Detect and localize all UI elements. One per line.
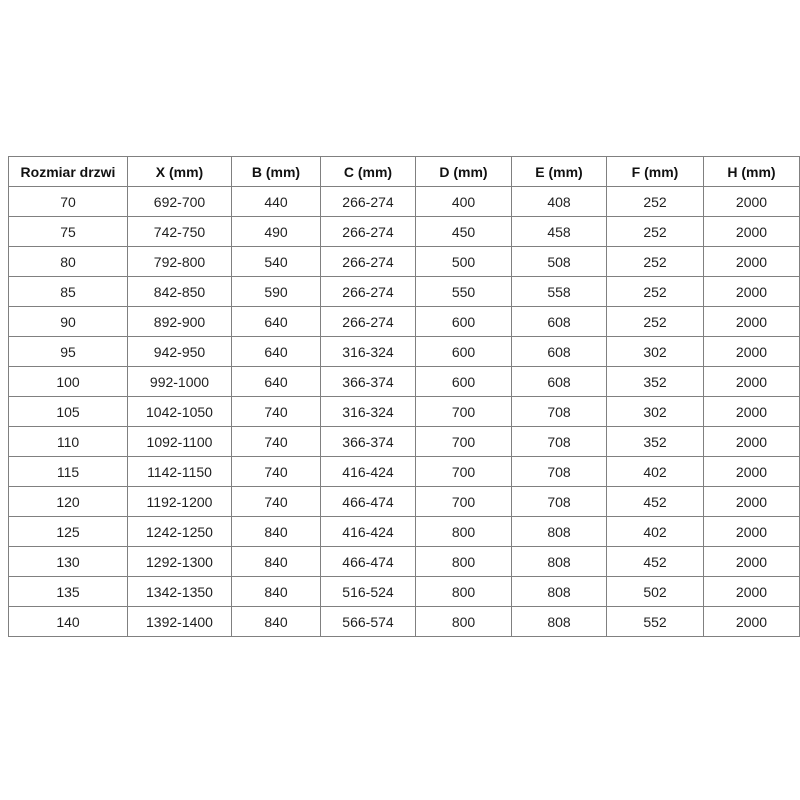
- table-row: [9, 457, 800, 487]
- table-body: [9, 187, 800, 637]
- dimension-cell: 808: [512, 607, 607, 637]
- dimension-cell: 400: [416, 187, 512, 217]
- dimension-cell: 466-474: [321, 487, 416, 517]
- dimension-cell: 1042-1050: [128, 397, 232, 427]
- dimension-cell: 1392-1400: [128, 607, 232, 637]
- dimension-cell: 2000: [704, 487, 800, 517]
- column-header: B (mm): [232, 157, 321, 187]
- dimension-cell: 600: [416, 367, 512, 397]
- table-row: [9, 307, 800, 337]
- dimension-cell: 2000: [704, 577, 800, 607]
- dimension-cell: 700: [416, 457, 512, 487]
- dimension-cell: 366-374: [321, 367, 416, 397]
- dimension-cell: 692-700: [128, 187, 232, 217]
- dimension-cell: 800: [416, 547, 512, 577]
- dimension-cell: 808: [512, 577, 607, 607]
- dimension-cell: 640: [232, 337, 321, 367]
- column-header: D (mm): [416, 157, 512, 187]
- table-row: [9, 607, 800, 637]
- dimension-cell: 840: [232, 577, 321, 607]
- table-row: [9, 277, 800, 307]
- column-header: Rozmiar drzwi: [9, 157, 128, 187]
- column-header: E (mm): [512, 157, 607, 187]
- dimension-cell: 416-424: [321, 517, 416, 547]
- dimension-cell: 566-574: [321, 607, 416, 637]
- dimension-cell: 942-950: [128, 337, 232, 367]
- column-header: X (mm): [128, 157, 232, 187]
- row-size-cell: 140: [9, 607, 128, 637]
- row-size-cell: 110: [9, 427, 128, 457]
- dimension-cell: 1192-1200: [128, 487, 232, 517]
- dimension-cell: 2000: [704, 217, 800, 247]
- dimension-cell: 302: [607, 397, 704, 427]
- row-size-cell: 80: [9, 247, 128, 277]
- table-row: [9, 397, 800, 427]
- column-header: C (mm): [321, 157, 416, 187]
- dimension-cell: 1142-1150: [128, 457, 232, 487]
- table-row: [9, 367, 800, 397]
- row-size-cell: 135: [9, 577, 128, 607]
- table-row: [9, 337, 800, 367]
- row-size-cell: 90: [9, 307, 128, 337]
- dimension-cell: 2000: [704, 427, 800, 457]
- dimension-cell: 740: [232, 457, 321, 487]
- dimension-cell: 2000: [704, 397, 800, 427]
- dimension-cell: 1342-1350: [128, 577, 232, 607]
- dimension-cell: 600: [416, 307, 512, 337]
- dimension-cell: 792-800: [128, 247, 232, 277]
- dimension-cell: 2000: [704, 277, 800, 307]
- dimension-cell: 708: [512, 397, 607, 427]
- dimension-cell: 1092-1100: [128, 427, 232, 457]
- dimension-cell: 2000: [704, 337, 800, 367]
- dimension-cell: 458: [512, 217, 607, 247]
- dimension-cell: 2000: [704, 547, 800, 577]
- table-row: [9, 427, 800, 457]
- dimension-cell: 892-900: [128, 307, 232, 337]
- dimension-cell: 700: [416, 487, 512, 517]
- dimension-cell: 266-274: [321, 277, 416, 307]
- dimension-cell: 440: [232, 187, 321, 217]
- row-size-cell: 75: [9, 217, 128, 247]
- dimension-cell: 490: [232, 217, 321, 247]
- dimension-cell: 502: [607, 577, 704, 607]
- dimension-cell: 700: [416, 397, 512, 427]
- dimension-cell: 302: [607, 337, 704, 367]
- dimension-cell: 640: [232, 367, 321, 397]
- dimension-cell: 842-850: [128, 277, 232, 307]
- table-header: [9, 157, 800, 187]
- door-size-table-container: [8, 156, 800, 637]
- dimension-cell: 540: [232, 247, 321, 277]
- dimension-cell: 808: [512, 517, 607, 547]
- dimension-cell: 2000: [704, 247, 800, 277]
- dimension-cell: 452: [607, 547, 704, 577]
- dimension-cell: 352: [607, 427, 704, 457]
- dimension-cell: 608: [512, 337, 607, 367]
- dimension-cell: 840: [232, 607, 321, 637]
- dimension-cell: 640: [232, 307, 321, 337]
- dimension-cell: 516-524: [321, 577, 416, 607]
- dimension-cell: 800: [416, 577, 512, 607]
- dimension-cell: 800: [416, 517, 512, 547]
- dimension-cell: 316-324: [321, 397, 416, 427]
- dimension-cell: 408: [512, 187, 607, 217]
- row-size-cell: 105: [9, 397, 128, 427]
- dimension-cell: 590: [232, 277, 321, 307]
- dimension-cell: 466-474: [321, 547, 416, 577]
- dimension-cell: 252: [607, 307, 704, 337]
- dimension-cell: 708: [512, 427, 607, 457]
- dimension-cell: 2000: [704, 607, 800, 637]
- dimension-cell: 266-274: [321, 187, 416, 217]
- table-header-row: [9, 157, 800, 187]
- row-size-cell: 85: [9, 277, 128, 307]
- dimension-cell: 992-1000: [128, 367, 232, 397]
- dimension-cell: 2000: [704, 307, 800, 337]
- dimension-cell: 740: [232, 487, 321, 517]
- dimension-cell: 608: [512, 307, 607, 337]
- door-size-table: [8, 156, 800, 637]
- dimension-cell: 2000: [704, 187, 800, 217]
- dimension-cell: 452: [607, 487, 704, 517]
- dimension-cell: 352: [607, 367, 704, 397]
- dimension-cell: 366-374: [321, 427, 416, 457]
- dimension-cell: 402: [607, 457, 704, 487]
- table-row: [9, 547, 800, 577]
- table-row: [9, 577, 800, 607]
- dimension-cell: 708: [512, 457, 607, 487]
- dimension-cell: 2000: [704, 457, 800, 487]
- column-header: H (mm): [704, 157, 800, 187]
- row-size-cell: 100: [9, 367, 128, 397]
- dimension-cell: 316-324: [321, 337, 416, 367]
- dimension-cell: 608: [512, 367, 607, 397]
- dimension-cell: 252: [607, 217, 704, 247]
- dimension-cell: 500: [416, 247, 512, 277]
- table-row: [9, 247, 800, 277]
- dimension-cell: 2000: [704, 367, 800, 397]
- row-size-cell: 120: [9, 487, 128, 517]
- dimension-cell: 252: [607, 187, 704, 217]
- dimension-cell: 800: [416, 607, 512, 637]
- dimension-cell: 840: [232, 517, 321, 547]
- dimension-cell: 1242-1250: [128, 517, 232, 547]
- dimension-cell: 552: [607, 607, 704, 637]
- row-size-cell: 70: [9, 187, 128, 217]
- dimension-cell: 558: [512, 277, 607, 307]
- dimension-cell: 416-424: [321, 457, 416, 487]
- row-size-cell: 115: [9, 457, 128, 487]
- dimension-cell: 508: [512, 247, 607, 277]
- dimension-cell: 252: [607, 247, 704, 277]
- row-size-cell: 125: [9, 517, 128, 547]
- table-row: [9, 187, 800, 217]
- column-header: F (mm): [607, 157, 704, 187]
- dimension-cell: 740: [232, 427, 321, 457]
- dimension-cell: 742-750: [128, 217, 232, 247]
- dimension-cell: 1292-1300: [128, 547, 232, 577]
- dimension-cell: 840: [232, 547, 321, 577]
- dimension-cell: 402: [607, 517, 704, 547]
- dimension-cell: 700: [416, 427, 512, 457]
- dimension-cell: 740: [232, 397, 321, 427]
- dimension-cell: 600: [416, 337, 512, 367]
- row-size-cell: 95: [9, 337, 128, 367]
- dimension-cell: 2000: [704, 517, 800, 547]
- dimension-cell: 808: [512, 547, 607, 577]
- dimension-cell: 266-274: [321, 217, 416, 247]
- dimension-cell: 550: [416, 277, 512, 307]
- table-row: [9, 517, 800, 547]
- table-row: [9, 487, 800, 517]
- dimension-cell: 252: [607, 277, 704, 307]
- dimension-cell: 708: [512, 487, 607, 517]
- dimension-cell: 266-274: [321, 247, 416, 277]
- dimension-cell: 266-274: [321, 307, 416, 337]
- row-size-cell: 130: [9, 547, 128, 577]
- dimension-cell: 450: [416, 217, 512, 247]
- table-row: [9, 217, 800, 247]
